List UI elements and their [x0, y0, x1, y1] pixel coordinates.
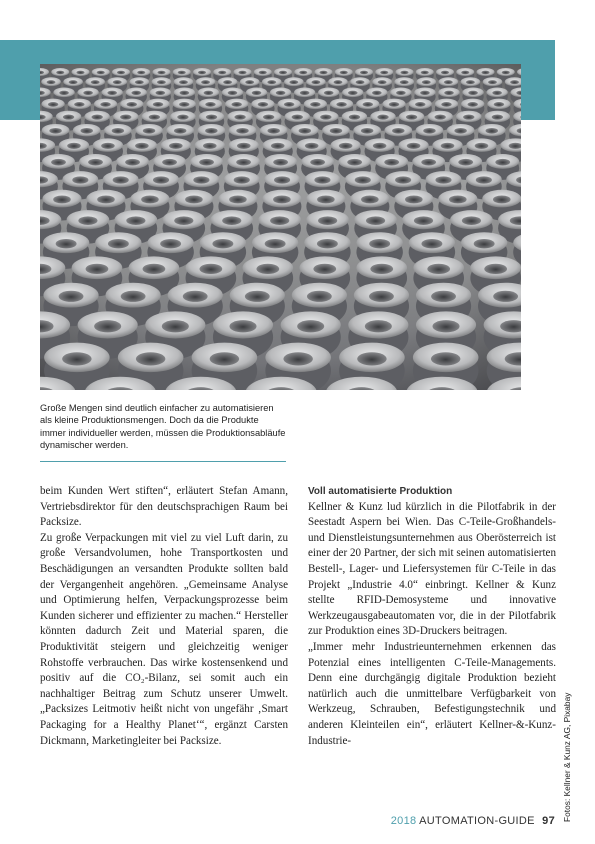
page-footer — [391, 815, 555, 827]
footer-title: AUTOMATION-GUIDE — [419, 815, 535, 827]
caption-divider — [40, 461, 286, 462]
footer-year: 2018 — [390, 815, 417, 827]
left-column — [40, 484, 288, 749]
article-photo — [40, 64, 521, 390]
right-column — [308, 484, 556, 749]
body-paragraph: Kellner & Kunz lud kürzlich in die Pilotfabrik in der Seestadt Aspern bei Wien. Das C-Teile-Großhandels- und Dienstleistungsunternehmen aus Oberösterreich ist einer der 20 Partner, der sich mit seinen automatisierten Bestell-, Lager- und Liefersystemen für C-Teile in das Projekt „Industrie 4.0“ einbringt. Kellner & Kunz stellte RFID-Demosysteme und innovative Werkzeugausgabeautomaten vor, die in der Pilotfabrik zur Produktion eines 3D-Druckers beitragen. — [308, 500, 556, 638]
body-paragraph: Zu große Verpackungen mit viel zu viel Luft darin, zu große Versandvolumen, hohe Transportkosten und Beschädigungen an versandten Produkte sollten bald der Vergangenheit angehören. „Gemeinsame Analyse und Optimierung helfen, Verpackungsprozesse beim Kunden sicherer und effizienter zu machen.“ Hersteller könnten dadurch Zeit und Material sparen, die Produktivität steigern und gleichzeitig weniger Rohstoffe verbrauchen. Das wirke kostensenkend und positiv auf die CO₂-Bilanz, sei somit auch ein nachhaltiger Beitrag zum Schutz unserer Umwelt. „Packsizes Leitmotiv heißt nicht von ungefähr ‚Smart Packaging for a Healthy Planet‘“, ergänzt Carsten Dickmann, Marketingleiter bei Packsize. — [40, 531, 288, 747]
body-paragraph: „Immer mehr Industrieunternehmen erkennen das Potenzial eines intelligenten C-Teile-Managements. Denn eine durchgängig digitale Produktion bezieht natürlich auch die unmittelbare Verfügbarkeit von Werkzeug, Schrauben, Befestigungstechnik und anderen Kleinteilen ein“, erläutert Kellner-&-Kunz-Industrie- — [308, 640, 556, 747]
page-number: 97 — [542, 815, 555, 827]
photo-caption: Große Mengen sind deutlich einfacher zu automatisieren als kleine Produktionsmengen. Doch da die Produkte immer individueller werden, müssen die Produktionsabläufe dynamischer werden. — [40, 403, 286, 451]
photo-credit: Fotos: Kellner & Kunz AG, Pixabay — [562, 692, 572, 822]
section-subheading: Voll automatisierte Produktion — [308, 486, 453, 497]
body-paragraph: beim Kunden Wert stiften“, erläutert Stefan Amann, Vertriebsdirektor für den deutschsprachigen Raum bei Packsize. — [40, 485, 288, 529]
